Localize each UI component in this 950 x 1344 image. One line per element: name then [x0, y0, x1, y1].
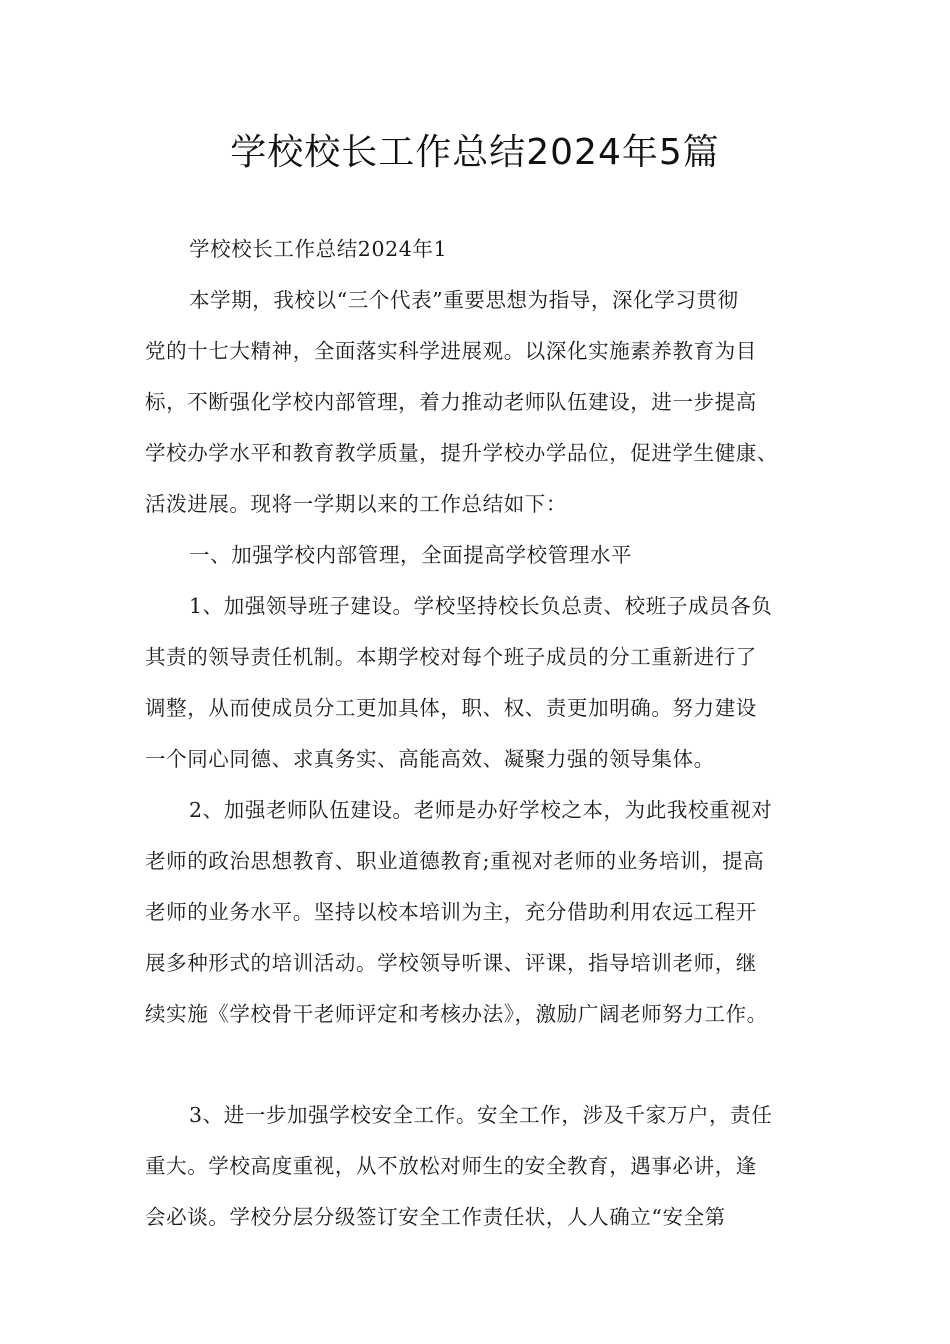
document-title: 学校校长工作总结2024年5篇: [230, 132, 720, 173]
paragraph-line: 会必谈。学校分层分级签订安全工作责任状，人人确立“安全第: [145, 1205, 726, 1229]
paragraph-line: 其责的领导责任机制。本期学校对每个班子成员的分工重新进行了: [145, 645, 757, 669]
paragraph-line: 老师的政治思想教育、职业道德教育;重视对老师的业务培训，提高: [145, 849, 765, 873]
paragraph-line: 调整，从而使成员分工更加具体，职、权、责更加明确。努力建设: [145, 696, 757, 720]
paragraph-line: 学校办学水平和教育教学质量，提升学校办学品位，促进学生健康、: [145, 441, 778, 465]
subsection-heading: 一、加强学校内部管理，全面提高学校管理水平: [189, 543, 633, 567]
paragraph-line: 活泼进展。现将一学期以来的工作总结如下：: [145, 492, 567, 516]
paragraph-line: 一个同心同德、求真务实、高能高效、凝聚力强的领导集体。: [145, 747, 715, 771]
paragraph-line: 2、加强老师队伍建设。老师是办好学校之本，为此我校重视对: [189, 798, 773, 822]
section-heading: 学校校长工作总结2024年1: [189, 237, 448, 261]
paragraph-line: 标，不断强化学校内部管理，着力推动老师队伍建设，进一步提高: [145, 390, 757, 414]
paragraph-line: 党的十七大精神，全面落实科学进展观。以深化实施素养教育为目: [145, 339, 757, 363]
paragraph-line: 本学期，我校以“三个代表”重要思想为指导，深化学习贯彻: [189, 288, 739, 312]
paragraph-line: 3、进一步加强学校安全工作。安全工作，涉及千家万户，责任: [189, 1103, 773, 1127]
paragraph-gap: [145, 1040, 825, 1090]
document-body: [145, 224, 825, 1243]
paragraph-line: 续实施《学校骨干老师评定和考核办法》，激励广阔老师努力工作。: [145, 1002, 768, 1026]
paragraph-line: 重大。学校高度重视，从不放松对师生的安全教育，遇事必讲，逢: [145, 1154, 757, 1178]
paragraph-line: 老师的业务水平。坚持以校本培训为主，充分借助利用农远工程开: [145, 900, 757, 924]
paragraph-line: 展多种形式的培训活动。学校领导听课、评课，指导培训老师，继: [145, 951, 757, 975]
paragraph-line: 1、加强领导班子建设。学校坚持校长负总责、校班子成员各负: [189, 594, 773, 618]
